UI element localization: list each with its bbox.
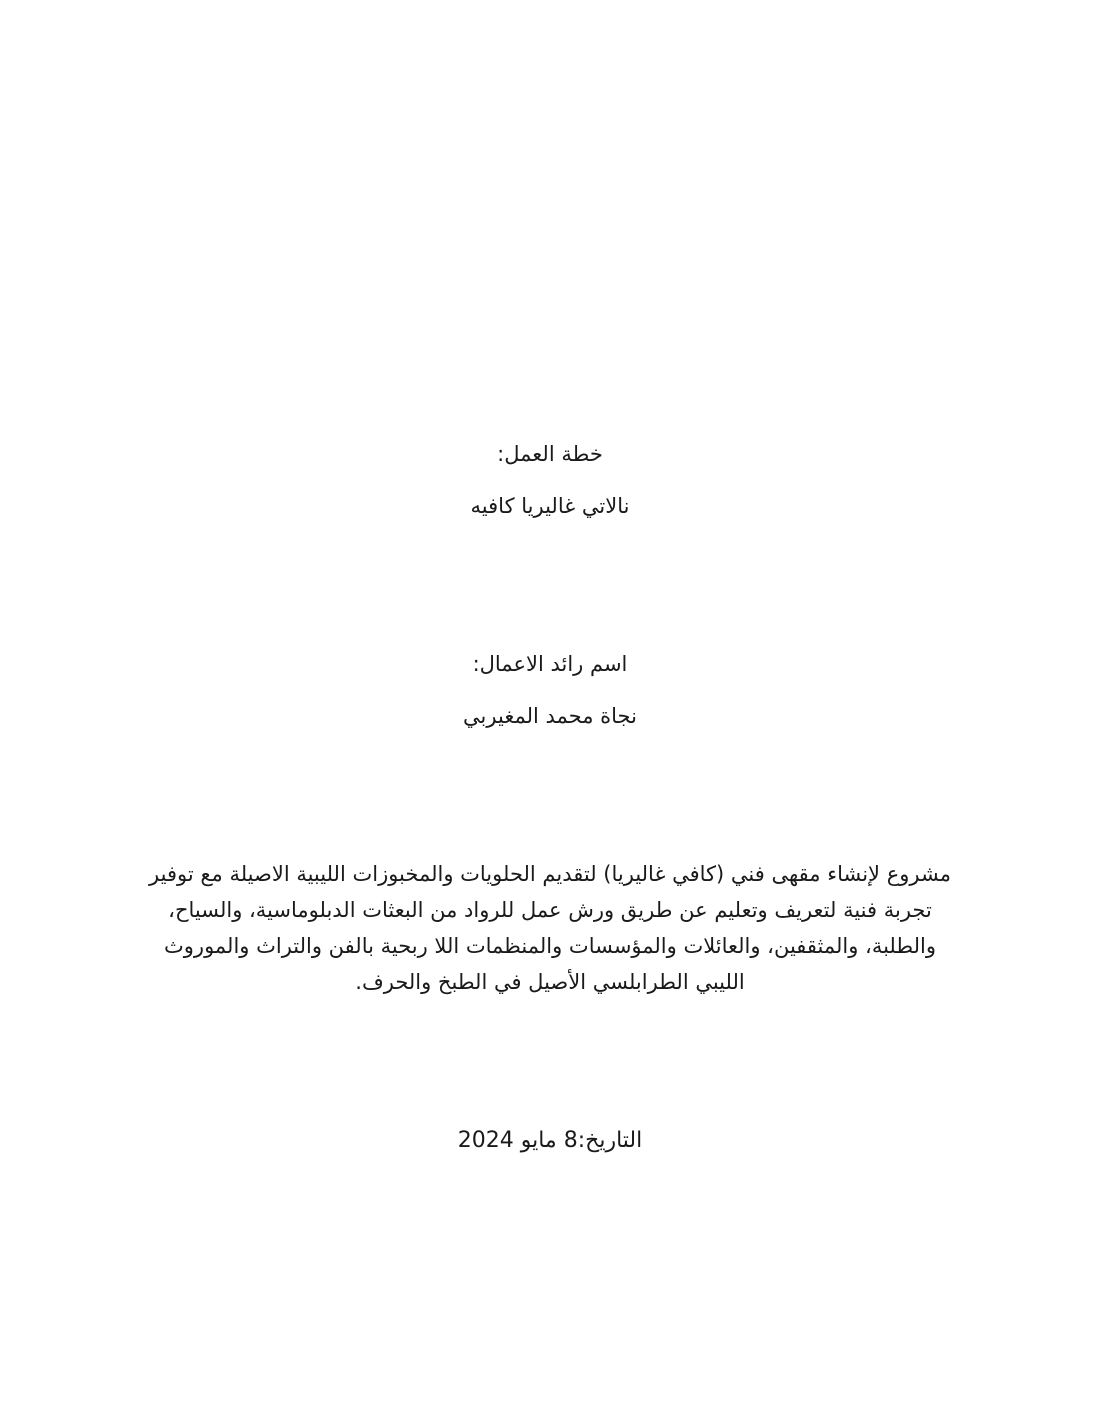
plan-label: خطة العمل:: [497, 442, 603, 466]
document-date: التاريخ:8 مايو 2024: [457, 1128, 643, 1153]
entrepreneur-label: اسم رائد الاعمال:: [472, 652, 628, 676]
project-description: مشروع لإنشاء مقهى فني (كافي غاليريا) لتقديم الحلويات والمخبوزات الليبية الاصيلة مع توفير تجربة فنية لتعريف وتعليم عن طريق ورش عمل للرواد من البعثات الدبلوماسية، والسياح، والطلبة، والمثقفين، والعائلات والمؤسسات والمنظمات اللا ربحية بالفن والتراث والموروث الليبي الطرابلسي الأصيل في الطبخ والحرف.: [149, 862, 951, 994]
project-name: نالاتي غاليريا كافيه: [470, 494, 630, 518]
entrepreneur-name: نجاة محمد المغيربي: [463, 704, 637, 728]
